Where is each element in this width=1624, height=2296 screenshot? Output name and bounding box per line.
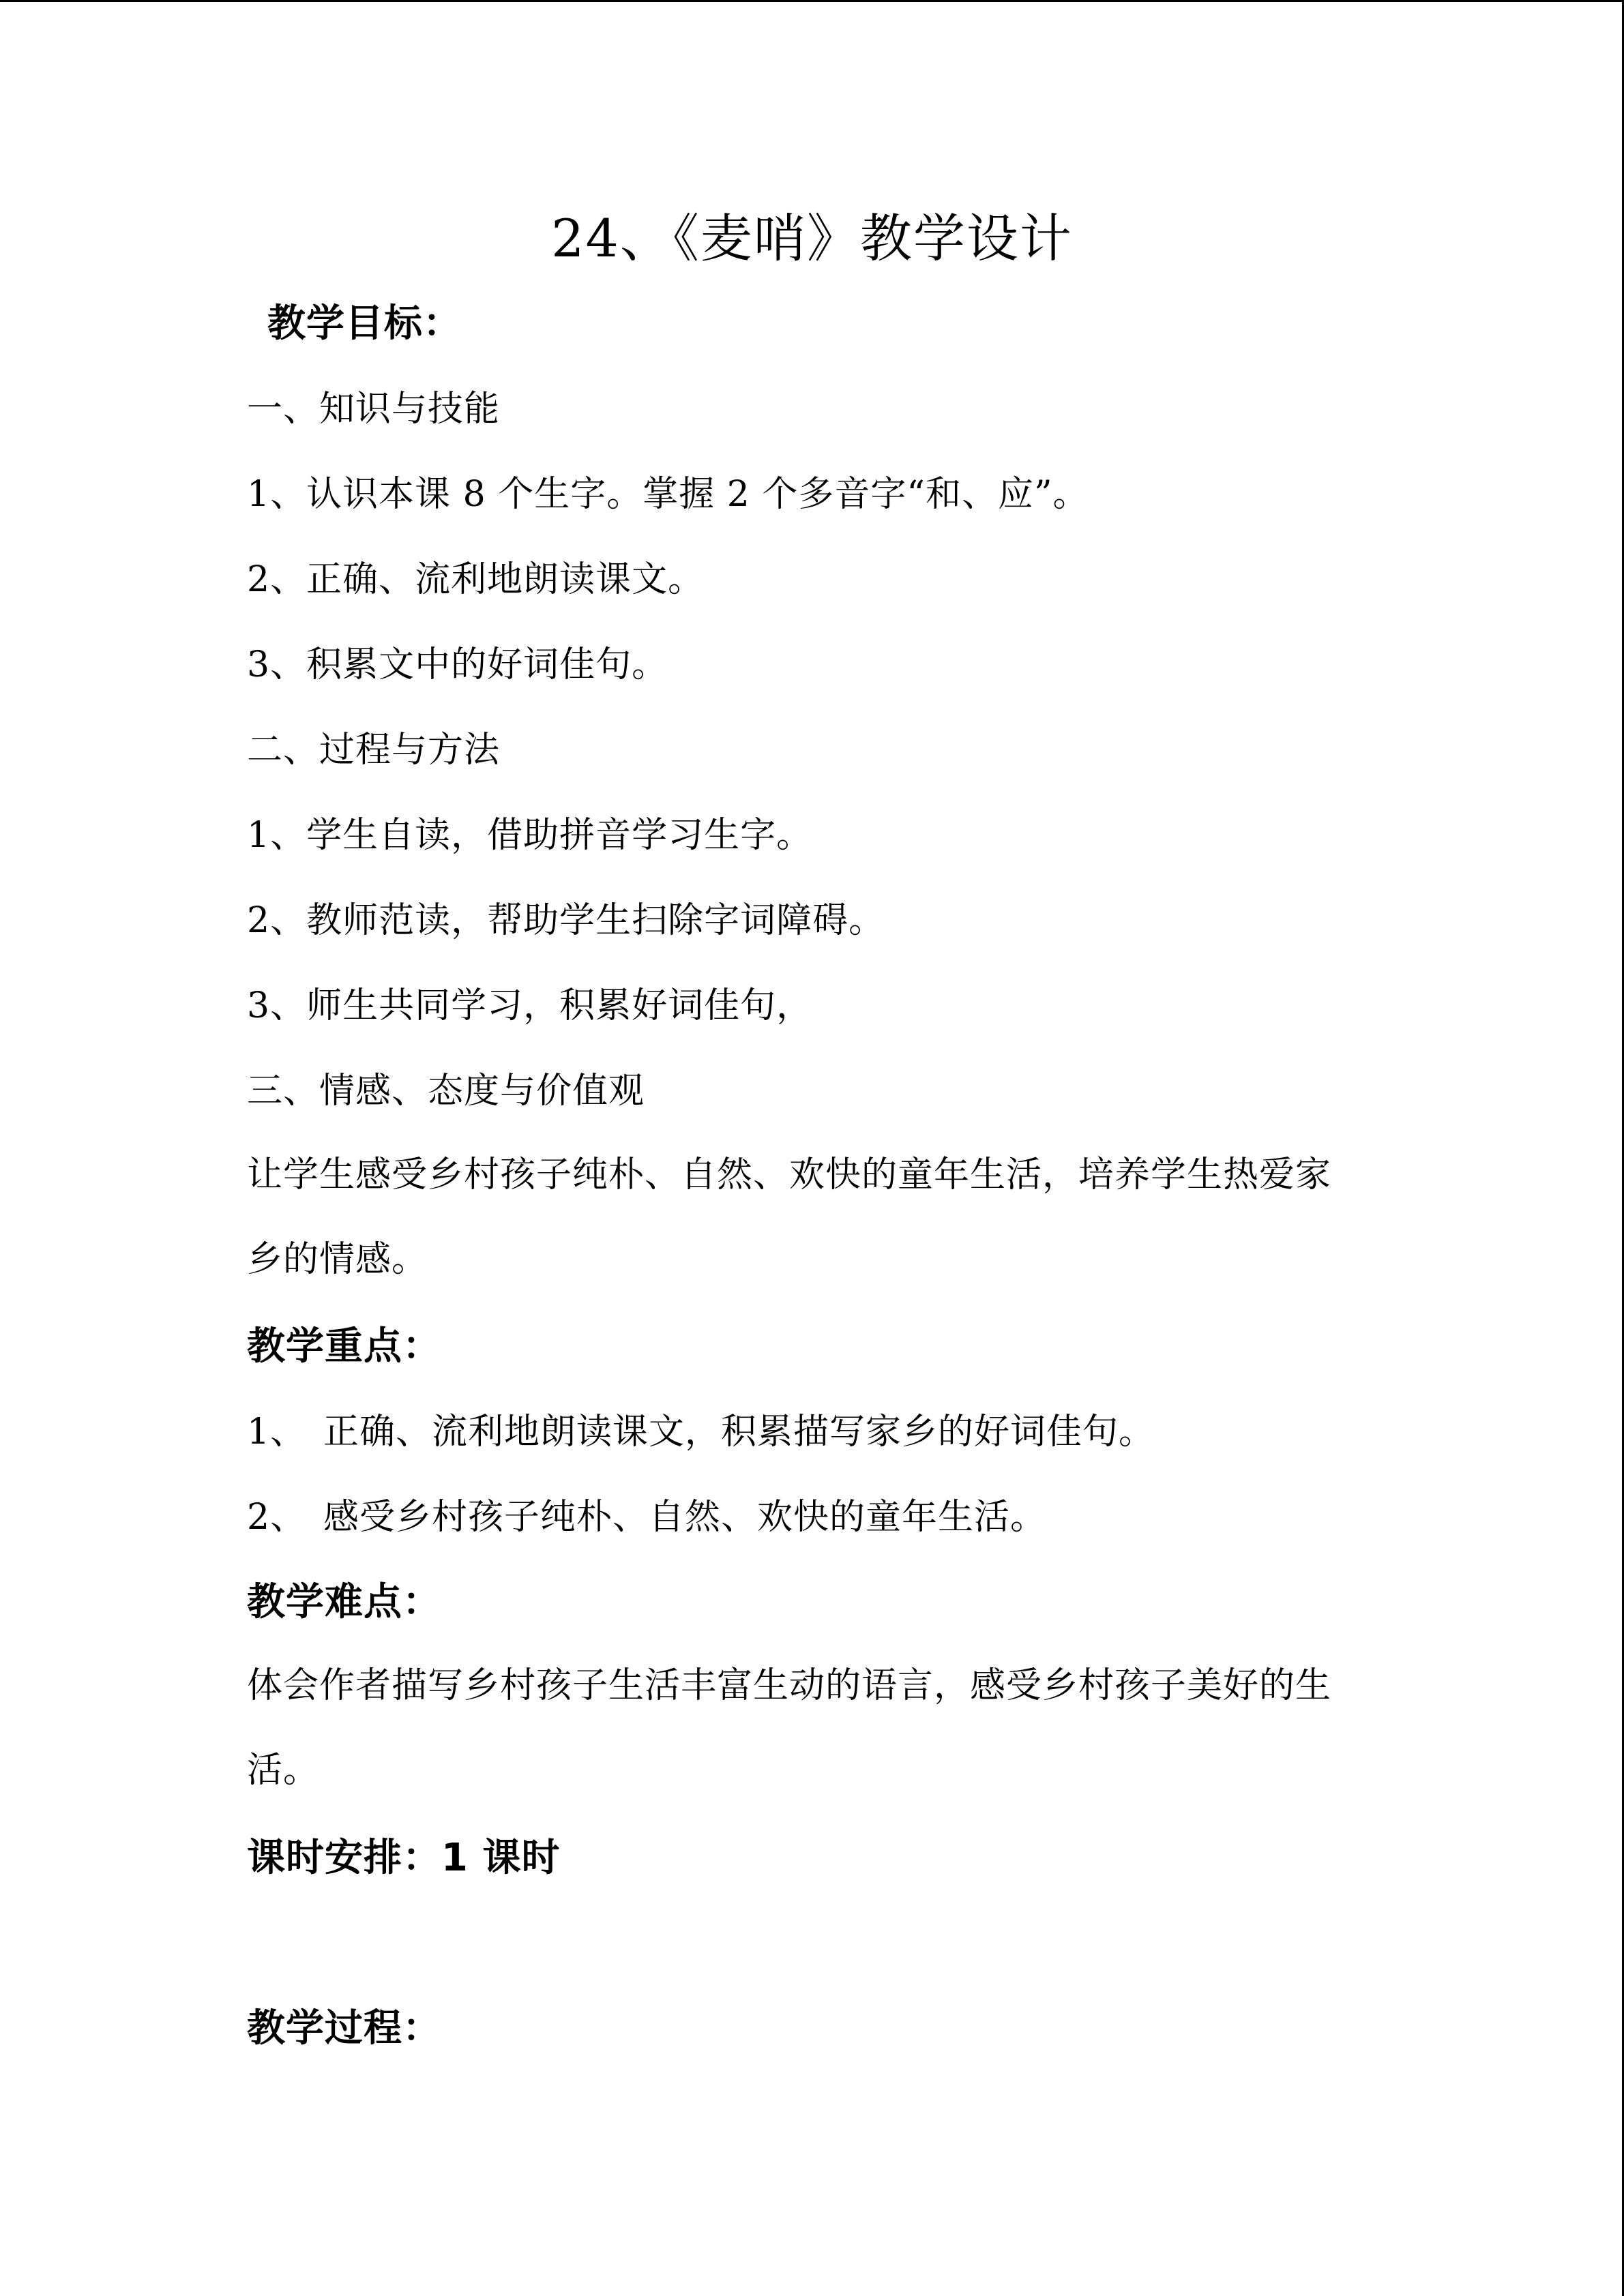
key-point-number: 2、 (247, 1497, 307, 1538)
key-point-item-1 (247, 1408, 1155, 1456)
emotion-heading: 三、情感、态度与价值观 (247, 1071, 645, 1112)
page-top-border (0, 0, 1624, 2)
emotion-text: 让学生感受乡村孩子纯朴、自然、欢快的童年生活，培养学生热爱家乡的情感。 (247, 1154, 1332, 1280)
schedule-value: 1 课时 (441, 1836, 561, 1880)
process-item-1: 1、学生自读，借助拼音学习生字。 (247, 815, 813, 856)
knowledge-item-1: 1、认识本课 8 个生字。掌握 2 个多音字“和、应”。 (247, 474, 1089, 515)
knowledge-item-3: 3、积累文中的好词佳句。 (247, 644, 668, 685)
schedule-line (247, 1834, 560, 1882)
schedule-label: 课时安排： (247, 1836, 441, 1880)
key-point-number: 1、 (247, 1412, 307, 1452)
document-title: 24、《麦哨》教学设计 (551, 208, 1073, 269)
key-point-item-2 (247, 1493, 1046, 1541)
difficulties-text: 体会作者描写乡村孩子生活丰富生动的语言，感受乡村孩子美好的生活。 (247, 1665, 1332, 1791)
process-heading: 教学过程： (247, 2006, 441, 2051)
objectives-heading: 教学目标： (267, 301, 462, 346)
difficulties-heading: 教学难点： (247, 1580, 441, 1624)
process-method-heading: 二、过程与方法 (247, 730, 501, 771)
key-point-text: 感受乡村孩子纯朴、自然、欢快的童年生活。 (323, 1497, 1047, 1538)
process-item-2: 2、教师范读，帮助学生扫除字词障碍。 (247, 900, 885, 941)
key-points-heading: 教学重点： (247, 1324, 441, 1369)
process-item-3: 3、师生共同学习，积累好词佳句， (247, 985, 813, 1026)
knowledge-item-2: 2、正确、流利地朗读课文。 (247, 559, 705, 600)
knowledge-heading: 一、知识与技能 (247, 389, 501, 430)
key-point-text: 正确、流利地朗读课文，积累描写家乡的好词佳句。 (323, 1412, 1155, 1452)
